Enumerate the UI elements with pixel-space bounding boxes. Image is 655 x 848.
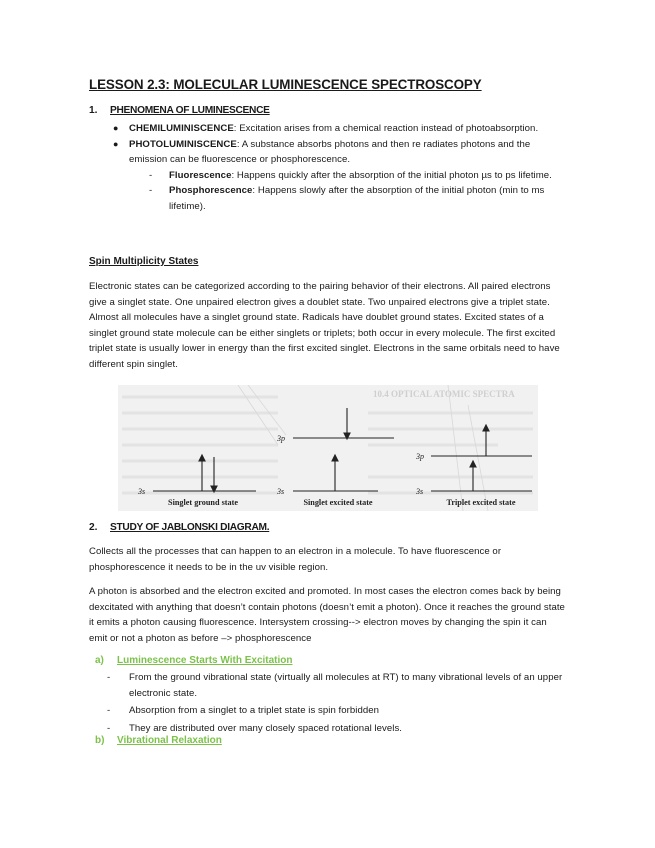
page-title: LESSON 2.3: MOLECULAR LUMINESCENCE SPECTROSCOPY — [89, 77, 482, 92]
list-item-text: They are distributed over many closely spaced rotational levels. — [129, 722, 403, 734]
caption-triplet-excited: Triplet excited state — [446, 498, 516, 507]
caption-singlet-excited: Singlet excited state — [303, 498, 373, 507]
bullet-text: : A substance absorbs photons and then re radiates photons and the emission can be fluorescence or phosphorescence. — [129, 138, 531, 166]
jablonski-paragraph-1: Collects all the processes that can happen to an electron in a molecule. To have fluorescence or phosphorescence it needs to be in the uv visible region. — [89, 546, 502, 573]
level-label-3p: 3p — [277, 434, 285, 443]
spin-states-figure — [118, 385, 538, 511]
spin-multiplicity-heading: Spin Multiplicity States — [89, 256, 199, 267]
subitem-term: Phosphorescence — [169, 185, 253, 197]
bullet-text: : Excitation arises from a chemical reaction instead of photoabsorption. — [233, 123, 539, 134]
subsection-a-title: Luminescence Starts With Excitation — [117, 655, 293, 666]
list-item-text: From the ground vibrational state (virtually all molecules at RT) to many vibrational levels of an upper electronic state. — [129, 672, 563, 699]
section-2-title: STUDY OF JABLONSKI DIAGRAM. — [110, 522, 270, 533]
dash-icon: - — [149, 169, 153, 181]
subitem-term: Fluorescence — [169, 169, 232, 181]
level-label-3s: 3s — [416, 487, 424, 496]
subitem-fluorescence — [149, 168, 563, 184]
list-item-text: Absorption from a singlet to a triplet state is spin forbidden — [129, 705, 380, 717]
dash-icon: - — [107, 722, 111, 734]
section-1-title: PHENOMENA OF LUMINESCENCE — [110, 105, 270, 116]
subsection-a-letter: a) — [95, 655, 104, 666]
subsection-b-letter: b) — [95, 735, 105, 746]
bullet-icon: ● — [113, 123, 119, 133]
list-item — [107, 703, 567, 719]
spin-multiplicity-paragraph: Electronic states can be categorized according to the pairing behavior of their electrons. All paired electrons give a singlet state. One unpaired electron gives a doublet state. Two unpaired electrons give a triplet state. Almost all molecules have a singlet ground state. Radicals have doublet ground states. Excited states of a singlet ground state molecule can be either singlets or triplets; both occur in every molecule. The first excited triplet state is usually lower in energy than the first excited singlet. Electrons in the same orbitals need to have different spin singlet. — [89, 281, 560, 370]
section-1-number: 1. — [89, 105, 98, 116]
section-2-number: 2. — [89, 522, 98, 533]
figure-background-text: 10.4 OPTICAL ATOMIC SPECTRA — [373, 389, 515, 399]
bullet-term: PHOTOLUMINISCENCE — [129, 138, 237, 150]
subitem-phosphorescence — [149, 183, 563, 214]
luminescence-bullet-list — [113, 121, 563, 215]
level-label-3s: 3s — [138, 487, 146, 496]
subitem-text: : Happens slowly after the absorption of the initial photon (min to ms lifetime). — [169, 185, 545, 212]
dash-icon: - — [149, 185, 153, 197]
bullet-icon: ● — [113, 138, 119, 149]
level-label-3p: 3p — [416, 452, 424, 461]
section-1-heading — [89, 105, 270, 116]
dash-icon: - — [107, 672, 111, 683]
subsection-b-heading — [89, 735, 222, 746]
bullet-term: CHEMILUMINISCENCE — [129, 123, 234, 134]
subsection-b-title: Vibrational Relaxation — [117, 735, 222, 746]
bullet-chemiluminiscence — [113, 121, 563, 137]
spin-states-diagram — [118, 385, 538, 511]
subsection-a-heading — [89, 655, 293, 666]
excitation-dash-list — [107, 670, 567, 738]
dash-icon: - — [107, 705, 111, 717]
jablonski-paragraph-2: A photon is absorbed and the electron excited and promoted. In most cases the electron comes back by being dexcitated with anything that doesn’t contain photons (doesn’t emit a photon). Once it reaches the ground state it emits a photon causing fluorescence. Intersystem crossing--> electron moves by changing the spin it can emit or not a photon as before –> phosphorescence — [89, 586, 565, 644]
caption-singlet-ground: Singlet ground state — [168, 498, 238, 507]
photoluminiscence-sublist — [149, 168, 563, 215]
bullet-photoluminiscence — [113, 137, 563, 215]
section-2-heading — [89, 522, 269, 533]
subitem-text: : Happens quickly after the absorption of the initial photon µs to ps lifetime. — [231, 169, 552, 181]
level-label-3s: 3s — [277, 487, 285, 496]
list-item — [107, 670, 567, 701]
